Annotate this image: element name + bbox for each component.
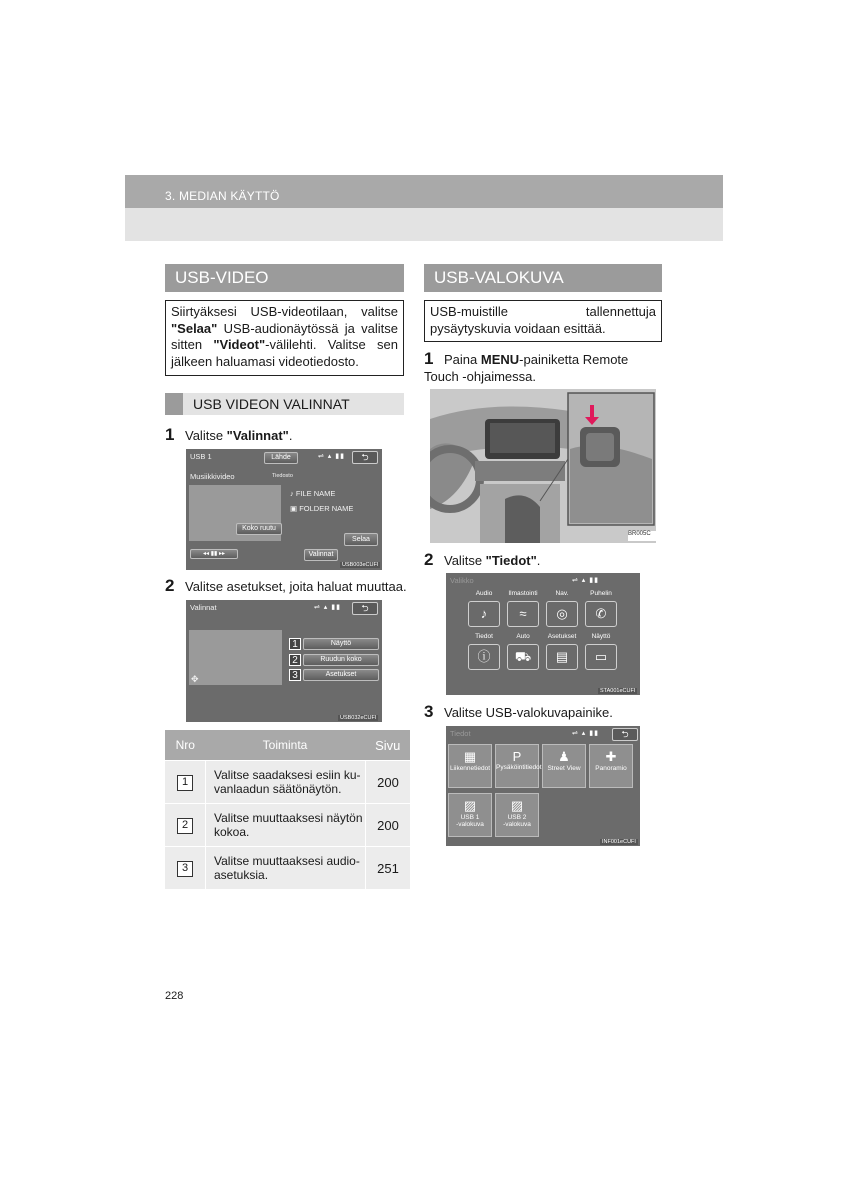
- source-button[interactable]: Lähde: [264, 452, 298, 464]
- remote-touch-illustration: [430, 389, 656, 543]
- image-code: USB032eCUFI: [340, 715, 377, 721]
- climate-icon[interactable]: ≈: [507, 601, 539, 627]
- col-header-page: Sivu: [366, 730, 411, 761]
- status-icons: ⇌ ▴ ▮▮: [572, 730, 599, 737]
- step-number: 3: [424, 702, 434, 721]
- display-button[interactable]: Näyttö: [303, 638, 379, 650]
- col-header-action: Toiminta: [206, 730, 366, 761]
- video-label: Musiikkivideo: [190, 472, 235, 481]
- row-page: 200: [366, 804, 411, 847]
- screen-title: Tiedot: [450, 729, 471, 738]
- menu-label-info: Tiedot: [475, 633, 493, 640]
- step-number: 2: [424, 550, 434, 569]
- parking-icon: P: [512, 749, 522, 764]
- screen-title: USB 1: [190, 452, 212, 461]
- menu-label-car: Auto: [516, 633, 530, 640]
- screen-title: Valinnat: [190, 603, 217, 612]
- navigation-icon[interactable]: ◎: [546, 601, 578, 627]
- back-button[interactable]: ⮌: [352, 602, 378, 615]
- audio-icon[interactable]: ♪: [468, 601, 500, 627]
- usb1-video-screen: [186, 449, 382, 570]
- row-page: 200: [366, 761, 411, 804]
- settings-button[interactable]: Asetukset: [303, 669, 379, 681]
- menu-label-settings: Asetukset: [547, 633, 577, 640]
- street-view-tile[interactable]: ♟ Street View: [542, 744, 586, 788]
- music-note-icon: ♪: [290, 489, 294, 498]
- row-number-box: 3: [177, 861, 193, 877]
- options-table: [165, 730, 410, 889]
- row-page: 251: [366, 847, 411, 890]
- step-number: 1: [165, 425, 175, 444]
- parking-info-tile[interactable]: P Pysäköintitiedot: [495, 744, 539, 788]
- display-icon[interactable]: ▭: [585, 644, 617, 670]
- section-title-usb-video: USB-VIDEO: [165, 264, 404, 292]
- options-button[interactable]: Valinnat: [304, 549, 338, 561]
- status-icons: ⇌ ▴ ▮▮: [318, 453, 345, 460]
- subsection-usb-video-options: [165, 393, 404, 415]
- menu-label-climate: Ilmastointi: [508, 590, 538, 597]
- step-1-right: 1 Paina MENU-painiketta Remote Touch -ohjaimessa.: [424, 349, 629, 384]
- file-label: Tiedosto: [272, 473, 293, 479]
- step-2-right: 2 Valitse "Tiedot".: [424, 550, 541, 569]
- menu-label-display: Näyttö: [591, 633, 611, 640]
- table-row: [165, 804, 410, 847]
- usb-video-intro: [165, 300, 404, 376]
- callout-2: 2: [289, 654, 301, 666]
- playback-controls[interactable]: ◂◂ ▮▮ ▸▸: [190, 549, 238, 559]
- usb-photo-icon: ▨: [463, 798, 477, 813]
- screen-size-button[interactable]: Ruudun koko: [303, 654, 379, 666]
- image-code: BR005C: [628, 531, 651, 537]
- page-number: 228: [165, 990, 184, 1002]
- table-header-row: [165, 730, 410, 761]
- info-icon[interactable]: ⓘ: [468, 644, 500, 670]
- info-screen: [446, 726, 640, 846]
- menu-label-audio: Audio: [475, 590, 493, 597]
- panoramio-icon: ✚: [605, 749, 617, 764]
- back-button[interactable]: ⮌: [352, 451, 378, 464]
- usb-photo-intro: USB-muistille tallennettuja pysäytyskuvia voidaan esittää.: [424, 300, 662, 342]
- options-screen: [186, 600, 382, 722]
- back-button[interactable]: ⮌: [612, 728, 638, 741]
- car-icon[interactable]: ⛟: [507, 644, 539, 670]
- step-3-right: 3 Valitse USB-valokuvapainike.: [424, 702, 613, 721]
- callout-1: 1: [289, 638, 301, 650]
- folder-icon: ▣: [290, 504, 298, 513]
- intro-text: USB-audionäytössä ja valitse sitten: [171, 320, 398, 352]
- fullscreen-button[interactable]: Koko ruutu: [236, 523, 282, 535]
- traffic-icon: ▦: [463, 749, 477, 764]
- menu-label-phone: Puhelin: [590, 590, 612, 597]
- step-number: 1: [424, 349, 434, 368]
- row-number-box: 2: [177, 818, 193, 834]
- intro-emphasis: "Videot": [213, 337, 266, 352]
- chapter-header-subband: [125, 208, 723, 241]
- image-code: USB003eCUFI: [342, 562, 379, 568]
- intro-text: Siirtyäksesi USB-videotilaan, valitse: [171, 304, 398, 319]
- table-row: [165, 761, 410, 804]
- col-header-nro: Nro: [165, 730, 206, 761]
- pegman-icon: ♟: [558, 749, 570, 764]
- move-icon[interactable]: ✥: [191, 674, 199, 684]
- file-name-row: ♪ FILE NAME: [290, 489, 336, 498]
- status-icons: ⇌ ▴ ▮▮: [572, 577, 599, 584]
- image-code: INF001eCUFI: [602, 839, 636, 845]
- usb1-photo-tile[interactable]: ▨ USB 1 -valokuva: [448, 793, 492, 837]
- step-number: 2: [165, 576, 175, 595]
- row-action: Valitse muuttaaksesi audio-asetuksia.: [206, 847, 366, 890]
- usb-photo-icon: ▨: [510, 798, 524, 813]
- traffic-info-tile[interactable]: ▦ Liikennetiedot: [448, 744, 492, 788]
- car-interior-photo: [430, 389, 656, 543]
- settings-icon[interactable]: ▤: [546, 644, 578, 670]
- preview-panel: [189, 630, 282, 685]
- panoramio-tile[interactable]: ✚ Panoramio: [589, 744, 633, 788]
- intro-text: -välilehti. Valitse sen jälkeen haluamasi videotiedosto.: [171, 337, 398, 369]
- folder-name-row: ▣ FOLDER NAME: [290, 504, 354, 513]
- row-number-box: 1: [177, 775, 193, 791]
- subsection-title: USB VIDEON VALINNAT: [193, 396, 350, 412]
- usb2-photo-tile[interactable]: ▨ USB 2 -valokuva: [495, 793, 539, 837]
- subsection-marker: [165, 393, 183, 415]
- chapter-title: 3. MEDIAN KÄYTTÖ: [165, 189, 280, 203]
- screen-title: Valikko: [450, 576, 474, 585]
- row-action: Valitse muuttaaksesi näytön kokoa.: [206, 804, 366, 847]
- table-row: [165, 847, 410, 890]
- section-title-usb-photo: USB-VALOKUVA: [424, 264, 662, 292]
- phone-icon[interactable]: ✆: [585, 601, 617, 627]
- status-icons: ⇌ ▴ ▮▮: [314, 604, 341, 611]
- menu-label-nav: Nav.: [555, 590, 569, 597]
- callout-3: 3: [289, 669, 301, 681]
- intro-emphasis: "Selaa": [171, 320, 218, 336]
- image-code: STA001eCUFI: [600, 688, 636, 694]
- browse-button[interactable]: Selaa: [344, 533, 378, 546]
- menu-screen: [446, 573, 640, 695]
- step-1-left: 1 Valitse "Valinnat".: [165, 425, 293, 444]
- step-2-left: 2 Valitse asetukset, joita haluat muuttaa.: [165, 576, 407, 595]
- row-action: Valitse saadaksesi esiin ku-vanlaadun säätönäytön.: [206, 761, 366, 804]
